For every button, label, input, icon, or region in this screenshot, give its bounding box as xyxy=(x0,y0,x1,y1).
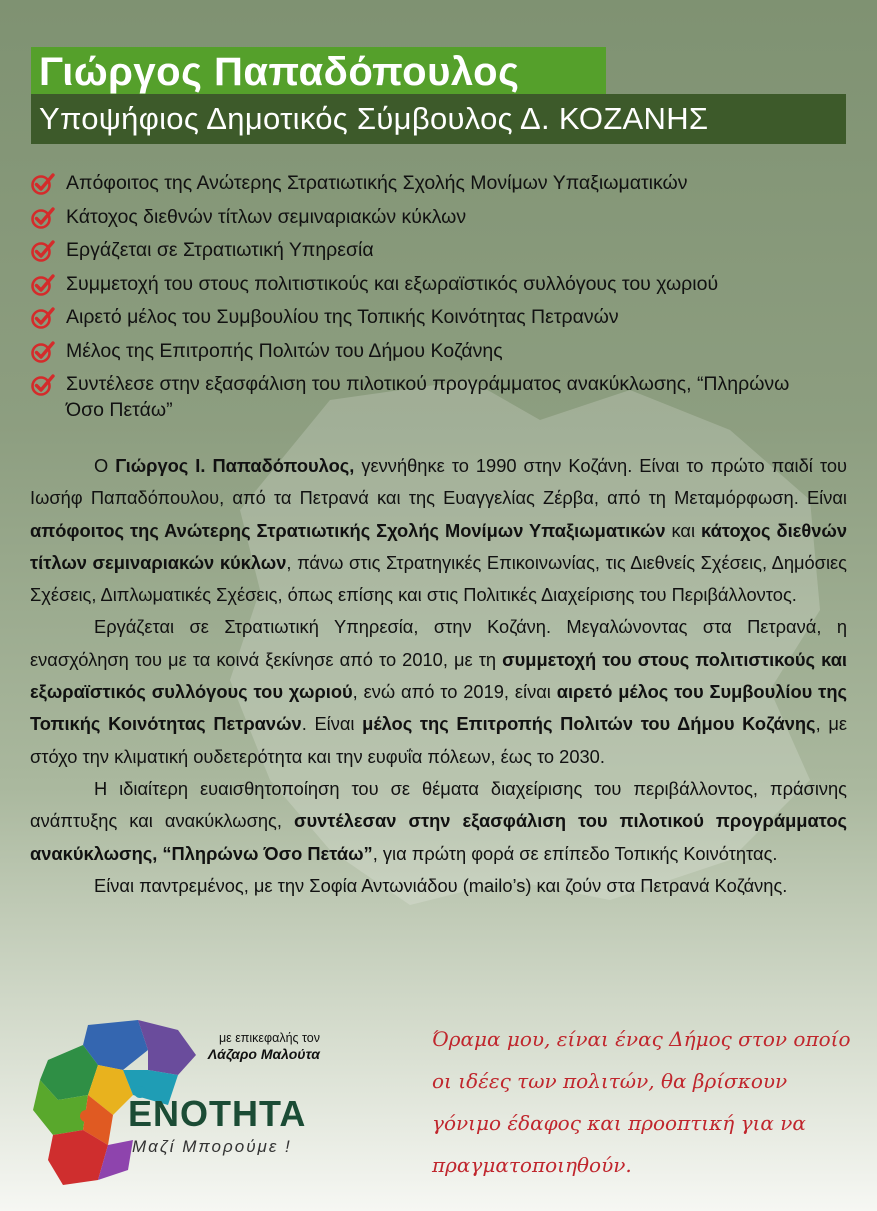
bio-text: , για πρώτη φορά σε επίπεδο Τοπικής Κοινότητας. xyxy=(372,842,778,864)
bio-bold: απόφοιτος της Ανώτερης Στρατιωτικής Σχολής Μονίμων Υπαξιωματικών xyxy=(30,519,666,541)
bio-name: Γιώργος Ι. Παπαδόπουλος, xyxy=(115,455,355,476)
list-item xyxy=(30,338,850,364)
bio-text: Εργάζεται σε Στρατιωτική Υπηρεσία, στην Κοζάνη. Μεγαλώνοντας στα Πετρανά, η ενασχόληση του με τα κοινά ξεκίνησε από το 2010, με τη xyxy=(30,616,847,670)
list-item xyxy=(30,304,850,330)
bio-text: , ενώ από το 2019, είναι xyxy=(352,681,557,703)
biography xyxy=(30,450,847,902)
check-icon xyxy=(30,171,56,197)
bio-paragraph-2 xyxy=(30,611,847,772)
check-icon xyxy=(30,372,56,398)
bio-paragraph-1 xyxy=(30,450,847,611)
list-item xyxy=(30,170,850,196)
list-item xyxy=(30,237,850,263)
list-item-text: Εργάζεται σε Στρατιωτική Υπηρεσία xyxy=(66,239,374,261)
bio-paragraph-4: Είναι παντρεμένος, με την Σοφία Αντωνιάδου (mailo’s) και ζούν στα Πετρανά Κοζάνης. xyxy=(94,874,788,896)
bio-bold: συντέλεσαν στην εξασφάλιση του πιλοτικού προγράμματος ανακύκλωσης, “Πληρώνω Όσο Πετάω” xyxy=(30,810,848,864)
qualifications-list xyxy=(30,170,850,431)
check-icon xyxy=(30,305,56,331)
party-brand-name: ΕΝΟΤΗΤΑ xyxy=(128,1093,307,1134)
check-icon xyxy=(30,238,56,264)
leader-caption xyxy=(170,1030,320,1062)
check-icon xyxy=(30,339,56,365)
list-item xyxy=(30,371,826,423)
candidate-name-title: Γιώργος Παπαδόπουλος xyxy=(31,47,606,97)
bio-paragraph-3 xyxy=(30,773,847,870)
bio-bold: μέλος της Επιτροπής Πολιτών του Δήμου Κοζάνης xyxy=(362,713,816,735)
bio-text: . Είναι xyxy=(301,713,363,735)
bio-text: , πάνω στις Στρατηγικές Επικοινωνίας, τις Διεθνείς Σχέσεις, Δημόσιες Σχέσεις, Διπλωματικές Σχέσεις, όπως επίσης και στις Πολιτικές Διαχείρισης του Περιβάλλοντος. xyxy=(30,551,847,606)
list-item xyxy=(30,271,850,297)
vision-quote: Όραμα μου, είναι ένας Δήμος στον οποίο οι ιδέες των πολιτών, θα βρίσκουν γόνιμο έδαφος και προοπτική για να πραγματοποιηθούν. xyxy=(432,1027,851,1177)
bio-text: γεννήθηκε το 1990 στην Κοζάνη. Είναι το πρώτο παιδί του Ιωσήφ Παπαδόπουλου, από τα Πετρανά και της Ευαγγελίας Ζέρβα, από τη Μεταμόρφωση. Είναι xyxy=(30,455,847,509)
leader-line-1: με επικεφαλής τον xyxy=(218,1031,320,1045)
bio-text: , με στόχο την κλιματική ουδετερότητα και την ευφυΐα πόλεων, έως το 2030. xyxy=(30,713,848,767)
list-item-text: Αιρετό μέλος του Συμβουλίου της Τοπικής Κοινότητας Πετρανών xyxy=(66,306,619,328)
list-item-text: Μέλος της Επιτροπής Πολιτών του Δήμου Κοζάνης xyxy=(66,339,503,362)
bio-text: και xyxy=(665,519,701,541)
list-item-text: Συντέλεσε στην εξασφάλιση του πιλοτικού προγράμματος ανακύκλωσης, “Πληρώνω Όσο Πετάω” xyxy=(66,373,790,421)
party-slogan: Μαζί Μπορούμε ! xyxy=(132,1137,292,1156)
check-icon xyxy=(30,272,56,298)
list-item xyxy=(30,204,850,230)
bio-bold: κάτοχος διεθνών τίτλων σεμιναριακών κύκλων xyxy=(30,519,847,573)
list-item-text: Συμμετοχή του στους πολιτιστικούς και εξωραϊστικός συλλόγους του χωριού xyxy=(66,272,719,295)
bio-bold: αιρετό μέλος του Συμβουλίου της Τοπικής Κοινότητας Πετρανών xyxy=(30,681,847,735)
list-item-text: Απόφοιτος της Ανώτερης Στρατιωτικής Σχολής Μονίμων Υπαξιωματικών xyxy=(66,172,688,194)
check-icon xyxy=(30,205,56,231)
list-item-text: Κάτοχος διεθνών τίτλων σεμιναριακών κύκλων xyxy=(66,205,467,228)
bio-bold: συμμετοχή του στους πολιτιστικούς και εξωραϊστικός συλλόγους του χωριού xyxy=(30,648,848,703)
leader-name: Λάζαρο Μαλούτα xyxy=(207,1046,320,1062)
bio-text: Η ιδιαίτερη ευαισθητοποίηση του σε θέματα διαχείρισης του περιβάλλοντος, πράσινης ανάπτυξης και ανακύκλωσης, xyxy=(30,777,847,832)
bio-text: Ο xyxy=(94,455,116,476)
candidate-subtitle: Υποψήφιος Δημοτικός Σύμβουλος Δ. ΚΟΖΑΝΗΣ xyxy=(31,94,846,144)
